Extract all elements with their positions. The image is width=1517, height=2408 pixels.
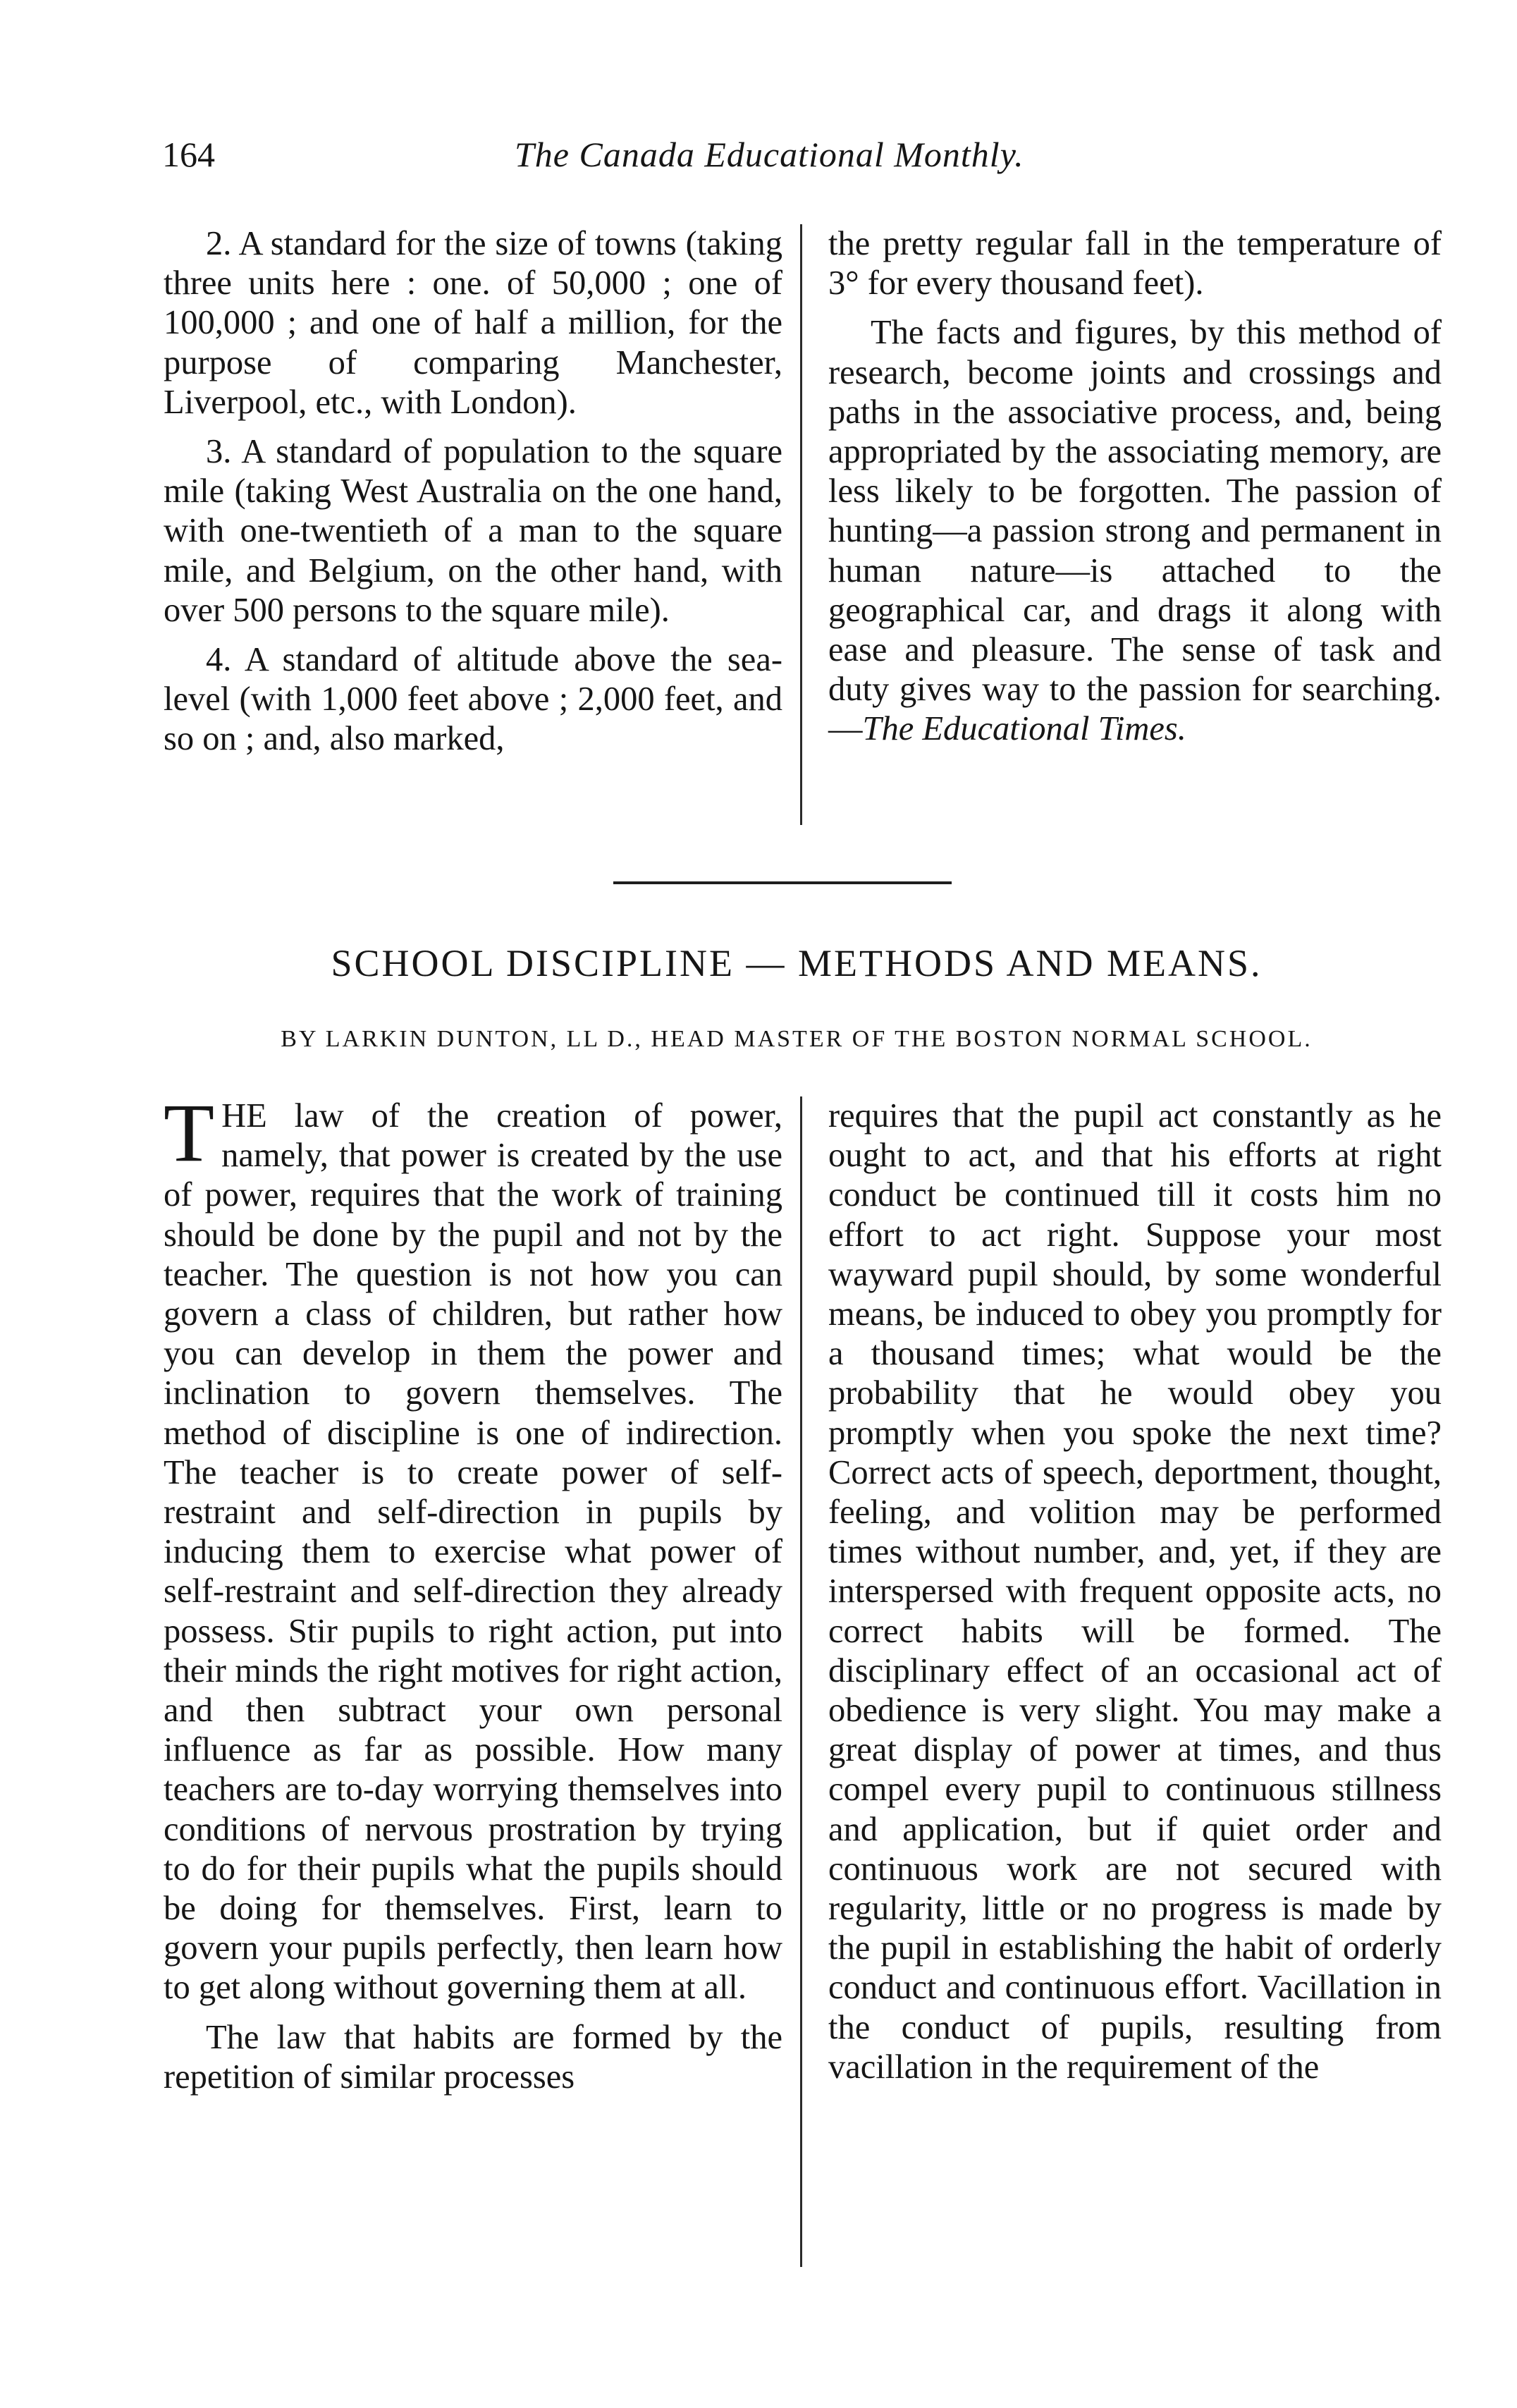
paragraph-standard-altitude: 4. A standard of altitude above the sea-level (with 1,000 feet above ; 2,000 feet, and so on ; and, also marked, [164, 641, 782, 758]
top-left-column [164, 224, 782, 759]
column-divider-top [800, 224, 802, 825]
paragraph-requires-pupil: requires that the pupil act constantly as he ought to act, and that his efforts at right conduct be continued till it costs him no effort to act right. Suppose your most wayward pupil should, by some wonderful means, be induced to obey you promptly for a thousand times; what would be the probability that he would obey you promptly when you spoke the next time? Correct acts of speech, deportment, thought, feeling, and volition may be performed times without number, and, yet, if they are interspersed with frequent opposite acts, no correct habits will be formed. The disciplinary effect of an occasional act of obedience is very slight. You may make a great display of power at times, and thus compel every pupil to continuous stillness and application, but if quiet order and continuous work are not secured with regularity, little or no progress is made by the pupil in establishing the habit of orderly conduct and continuous effort. Vacillation in the conduct of pupils, resulting from vacillation in the requirement of the [828, 1097, 1442, 2086]
paragraph-facts-figures [828, 313, 1442, 749]
facts-figures-text: The facts and figures, by this method of research, become joints and crossings and paths in the associative process, and, being appropriated by the associating memory, are less likely to be forgotten. The passion of hunting—a passion strong and permanent in human nature—is attached to the geographical car, and drags it along with ease and pleasure. The sense of task and duty gives way to the passion for searching.— [828, 314, 1442, 748]
paragraph-law-of-habits: The law that habits are formed by the repetition of similar processes [164, 2018, 782, 2096]
article-left-column [164, 1087, 782, 2097]
paragraph-law-of-power [164, 1087, 782, 2008]
law-of-power-text: HE law of the creation of power, namely, that power is created by the use of power, requires that the work of training should be done by the pupil and not by the teacher. The question is not how you can govern a class of children, but rather how you can develop in them the power and inclination to govern themselves. The method of discipline is one of indirection. The teacher is to create power of self-restraint and self-direction in pupils by inducing them to exercise what power of self-restraint and self-direction they already possess. Stir pupils to right action, put into their minds the right motives for right action, and then subtract your own personal influence as far as possible. How many teachers are to-day worrying themselves into conditions of nervous prostration by trying to do for their pupils what the pupils should be doing for themselves. First, learn to govern your pupils perfectly, then learn how to get along without governing them at all. [164, 1097, 782, 2007]
article-byline: BY LARKIN DUNTON, LL D., HEAD MASTER OF THE BOSTON NORMAL SCHOOL. [281, 1026, 1313, 1052]
paragraph-temperature: the pretty regular fall in the temperature of 3° for every thousand feet). [828, 225, 1442, 302]
column-divider-bottom [800, 1096, 802, 2267]
article-title: SCHOOL DISCIPLINE — METHODS AND MEANS. [331, 942, 1263, 984]
drop-cap: T [164, 1087, 215, 1179]
source-citation: The Educational Times. [862, 710, 1186, 748]
page-header [162, 134, 1431, 190]
section-divider [613, 881, 952, 884]
paragraph-standard-towns: 2. A standard for the size of towns (taking three units here : one. of 50,000 ; one of 100,000 ; and one of half a million, for the purpose of comparing Manchester, Liverpool, etc., with London). [164, 225, 782, 421]
article-right-column [828, 1096, 1442, 2087]
running-head: The Canada Educational Monthly. [515, 135, 1024, 174]
paragraph-standard-population: 3. A standard of population to the square mile (taking West Australia on the one hand, with one-twentieth of a man to the square mile, and Belgium, on the other hand, with over 500 persons to the square mile). [164, 433, 782, 629]
page-number: 164 [162, 135, 215, 174]
top-right-column [828, 224, 1442, 750]
